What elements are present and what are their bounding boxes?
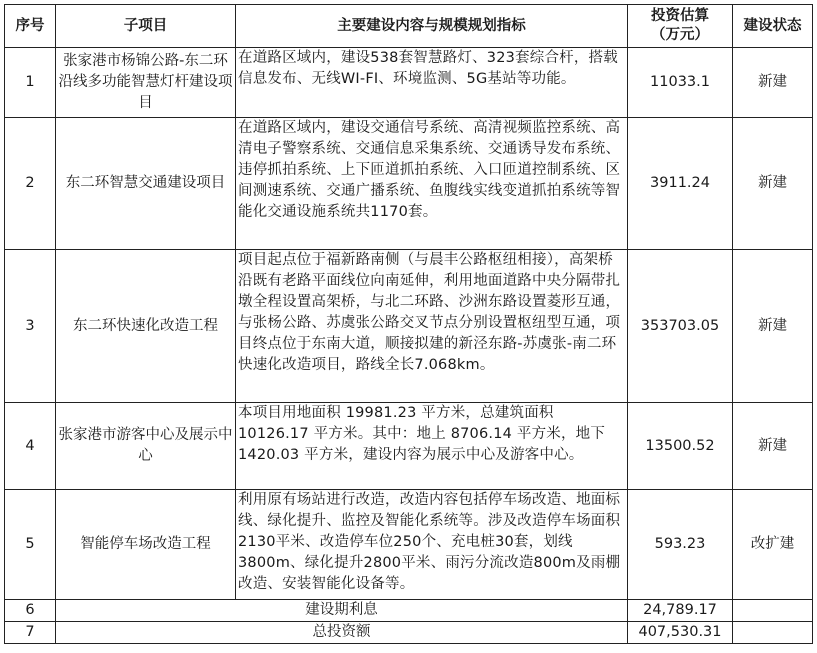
header-seq: 序号 — [5, 5, 56, 48]
investment-table — [4, 4, 813, 644]
header-content: 主要建设内容与规模规划指标 — [236, 5, 628, 48]
row-item: 东二环智慧交通建设项目 — [56, 118, 236, 250]
header-invest-line1: 投资估算 — [651, 8, 709, 24]
row-status: 新建 — [733, 250, 813, 403]
summary-label: 建设期利息 — [56, 600, 628, 622]
row-seq: 5 — [5, 490, 56, 600]
row-seq: 3 — [5, 250, 56, 403]
header-row — [5, 5, 813, 48]
row-status: 改扩建 — [733, 490, 813, 600]
summary-label: 总投资额 — [56, 622, 628, 644]
row-item: 智能停车场改造工程 — [56, 490, 236, 600]
row-status — [733, 600, 813, 622]
row-item: 张家港市杨锦公路-东二环沿线多功能智慧灯杆建设项目 — [56, 48, 236, 118]
row-seq: 2 — [5, 118, 56, 250]
table-row — [5, 250, 813, 403]
row-status: 新建 — [733, 48, 813, 118]
header-item: 子项目 — [56, 5, 236, 48]
row-content: 在道路区域内，建设538套智慧路灯、323套综合杆，搭载信息发布、无线WI-FI、环境监测、5G基站等功能。 — [236, 48, 628, 118]
row-invest: 593.23 — [628, 490, 733, 600]
row-invest: 11033.1 — [628, 48, 733, 118]
row-invest: 3911.24 — [628, 118, 733, 250]
row-content: 利用原有场站进行改造，改造内容包括停车场改造、地面标线、绿化提升、监控及智能化系统等。涉及改造停车场面积2130平米、改造停车位250个、充电桩30套，划线3800m、绿化提升2800平米、雨污分流改造800m及雨棚改造、安装智能化设备等。 — [236, 490, 628, 600]
row-invest: 24,789.17 — [628, 600, 733, 622]
header-invest-line2: （万元） — [651, 27, 709, 43]
row-status: 新建 — [733, 118, 813, 250]
row-content: 项目起点位于福新路南侧（与晨丰公路枢纽相接），高架桥沿既有老路平面线位向南延伸，利用地面道路中央分隔带扎墩全程设置高架桥，与北二环路、沙洲东路设置菱形互通，与张杨公路、苏虞张公路交叉节点分别设置枢纽型互通，项目终点位于东南大道，顺接拟建的新泾东路-苏虞张-南二环快速化改造项目，路线全长7.068km。 — [236, 250, 628, 403]
row-status — [733, 622, 813, 644]
row-invest: 13500.52 — [628, 403, 733, 490]
header-status: 建设状态 — [733, 5, 813, 48]
row-invest: 353703.05 — [628, 250, 733, 403]
header-invest — [628, 5, 733, 48]
table-row — [5, 48, 813, 118]
row-item: 东二环快速化改造工程 — [56, 250, 236, 403]
summary-row-interest — [5, 600, 813, 622]
row-invest: 407,530.31 — [628, 622, 733, 644]
table-row — [5, 403, 813, 490]
row-item: 张家港市游客中心及展示中心 — [56, 403, 236, 490]
row-seq: 6 — [5, 600, 56, 622]
row-seq: 7 — [5, 622, 56, 644]
table-row — [5, 490, 813, 600]
row-status: 新建 — [733, 403, 813, 490]
row-content: 在道路区域内，建设交通信号系统、高清视频监控系统、高清电子警察系统、交通信息采集系统、交通诱导发布系统、违停抓拍系统、上下匝道抓拍系统、入口匝道控制系统、区间测速系统、交通广播系统、鱼腹线实线变道抓拍系统等智能化交通设施系统共1170套。 — [236, 118, 628, 250]
row-content: 本项目用地面积 19981.23 平方米，总建筑面积 10126.17 平方米。其中：地上 8706.14 平方米，地下 1420.03 平方米，建设内容为展示中心及游客中心。 — [236, 403, 628, 490]
row-seq: 4 — [5, 403, 56, 490]
summary-row-total — [5, 622, 813, 644]
row-seq: 1 — [5, 48, 56, 118]
table-row — [5, 118, 813, 250]
